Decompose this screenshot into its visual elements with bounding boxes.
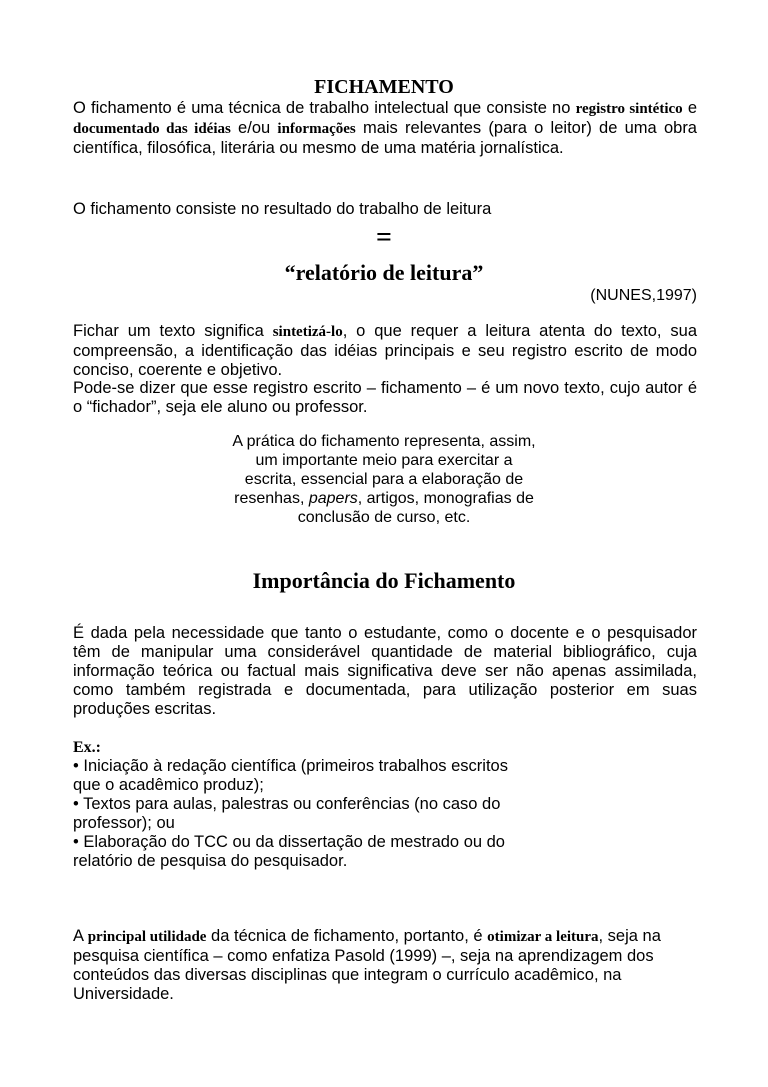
intro-text-3: e/ou — [230, 119, 278, 137]
intro-text-1: O fichamento é uma técnica de trabalho intelectual que consiste no — [73, 99, 576, 117]
quote-text-2: , artigos, monografias de conclusão de curso, etc. — [297, 490, 534, 526]
result-line: O fichamento consiste no resultado do trabalho de leitura — [73, 200, 492, 218]
example-item: • Iniciação à redação científica (primeiros trabalhos escritos — [73, 757, 508, 775]
quote-italic: papers — [308, 490, 358, 507]
closing-text-2: da técnica de fichamento, portanto, é — [206, 927, 488, 945]
closing-bold-1: principal utilidade — [87, 929, 207, 945]
practice-quote — [228, 432, 540, 527]
intro-bold-2: documentado das idéias — [73, 121, 231, 137]
equals-sign: = — [376, 222, 392, 253]
quote-text-1: A prática do fichamento representa, assim, um importante meio para exercitar a escrita, essencial para a elaboração de resenhas, — [232, 433, 536, 507]
intro-text-2: e — [682, 99, 698, 117]
fichar-paragraph — [73, 322, 697, 380]
citation: (NUNES,1997) — [590, 287, 697, 304]
example-item: professor); ou — [73, 814, 175, 832]
pode-se-paragraph: Pode-se dizer que esse registro escrito – fichamento – é um novo texto, cujo autor é o “fichador”, seja ele aluno ou professor. — [73, 379, 697, 416]
section-heading: Importância do Fichamento — [252, 568, 516, 593]
page-title: FICHAMENTO — [314, 76, 454, 98]
fichar-text-1: Fichar um texto significa — [73, 322, 273, 340]
examples-list — [73, 738, 697, 871]
closing-text-3: , seja na pesquisa científica – como enfatiza Pasold (1999) –, seja na aprendizagem dos conteúdos das diversas disciplinas que integram o currículo acadêmico, na Universidade. — [73, 927, 661, 1003]
examples-label: Ex.: — [73, 739, 101, 756]
fichar-bold-1: sintetizá-lo — [272, 324, 343, 340]
closing-paragraph — [73, 927, 697, 1004]
fichar-text-2: , o que requer a leitura atenta do texto, sua compreensão, a identificação das idéias principais e seu registro escrito de modo conciso, coerente e objetivo. — [73, 322, 698, 379]
closing-text-1: A — [73, 927, 88, 945]
intro-paragraph — [73, 99, 697, 158]
example-item: relatório de pesquisa do pesquisador. — [73, 852, 348, 870]
importance-paragraph: É dada pela necessidade que tanto o estudante, como o docente e o pesquisador têm de manipular uma considerável quantidade de material bibliográfico, cuja informação teórica ou factual mais significativa deve ser não apenas assimilada, como também registrada e documentada, para utilização posterior em suas produções escritas. — [73, 624, 697, 718]
example-item: • Elaboração do TCC ou da dissertação de mestrado ou do — [73, 833, 505, 851]
intro-text-4: mais relevantes (para o leitor) de uma obra científica, filosófica, literária ou mesmo de uma matéria jornalística. — [73, 119, 697, 157]
intro-bold-1: registro sintético — [575, 101, 683, 117]
example-item: • Textos para aulas, palestras ou conferências (no caso do — [73, 795, 501, 813]
example-item: que o acadêmico produz); — [73, 776, 264, 794]
report-phrase: “relatório de leitura” — [284, 260, 484, 285]
closing-bold-2: otimizar a leitura — [487, 929, 599, 945]
intro-bold-3: informações — [277, 121, 356, 137]
